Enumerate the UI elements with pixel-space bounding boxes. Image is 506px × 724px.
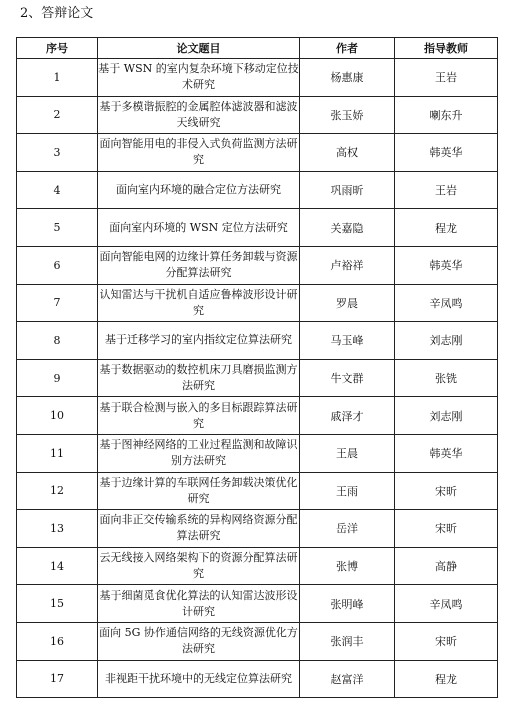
row-advisor: 辛凤鸣 [429, 296, 463, 310]
row-number-cell [17, 134, 98, 172]
row-title: 面向室内环境的 WSN 定位方法研究 [109, 220, 288, 234]
row-title: 面向非正交传输系统的异构网络资源分配算法研究 [99, 513, 298, 543]
row-title-cell [98, 585, 300, 623]
row-author: 岳洋 [336, 522, 358, 536]
row-number-cell [17, 434, 98, 472]
row-author-cell [300, 660, 395, 698]
row-author-cell [300, 547, 395, 585]
row-author: 张润丰 [330, 635, 364, 649]
row-advisor-cell [395, 434, 498, 472]
row-number-cell [17, 547, 98, 585]
row-author: 张玉娇 [330, 108, 364, 122]
row-author-cell [300, 209, 395, 247]
row-advisor: 王岩 [435, 184, 457, 198]
table-row [17, 284, 498, 322]
row-title-cell [98, 510, 300, 548]
row-author: 卢裕祥 [330, 259, 364, 273]
row-number: 12 [50, 484, 64, 498]
table-row [17, 585, 498, 623]
table-row [17, 434, 498, 472]
row-title-cell [98, 284, 300, 322]
table-row [17, 660, 498, 698]
row-advisor: 韩英华 [429, 447, 463, 461]
row-title: 面向智能用电的非侵入式负荷监测方法研究 [99, 137, 298, 167]
row-title-cell [98, 472, 300, 510]
row-number-cell [17, 171, 98, 209]
row-advisor-cell [395, 472, 498, 510]
row-author-cell [300, 134, 395, 172]
table-row [17, 547, 498, 585]
row-advisor: 韩英华 [429, 259, 463, 273]
row-title: 基于图神经网络的工业过程监测和故障识别方法研究 [99, 438, 298, 468]
row-title: 面向 5G 协作通信网络的无线资源优化方法研究 [99, 626, 298, 656]
row-advisor: 韩英华 [429, 146, 463, 160]
row-title-cell [98, 209, 300, 247]
row-advisor-cell [395, 284, 498, 322]
row-number: 11 [50, 446, 64, 460]
row-title: 认知雷达与干扰机自适应鲁棒波形设计研究 [99, 287, 298, 317]
table-row [17, 59, 498, 97]
row-title: 基于迁移学习的室内指纹定位算法研究 [105, 333, 292, 347]
table-row [17, 397, 498, 435]
row-advisor: 辛凤鸣 [429, 597, 463, 611]
row-advisor: 程龙 [435, 672, 457, 686]
row-number: 3 [53, 145, 61, 159]
row-author: 牛文群 [330, 372, 364, 386]
row-number: 7 [53, 296, 61, 310]
row-author-cell [300, 322, 395, 360]
row-number-cell [17, 246, 98, 284]
row-advisor: 刘志刚 [429, 334, 463, 348]
row-number-cell [17, 322, 98, 360]
row-number: 17 [50, 672, 64, 686]
row-advisor-cell [395, 585, 498, 623]
row-number: 9 [53, 371, 61, 385]
row-number: 14 [50, 559, 64, 573]
row-number-cell [17, 585, 98, 623]
row-number: 2 [53, 108, 61, 122]
row-title: 基于数据驱动的数控机床刀具磨损监测方法研究 [99, 363, 298, 393]
row-advisor: 宋昕 [435, 522, 457, 536]
row-advisor-cell [395, 59, 498, 97]
row-number: 15 [50, 597, 64, 611]
row-author-cell [300, 359, 395, 397]
row-number-cell [17, 209, 98, 247]
row-author: 王雨 [336, 484, 358, 498]
row-author: 戚泽才 [330, 409, 364, 423]
row-author: 巩雨昕 [330, 184, 364, 198]
row-title: 面向室内环境的融合定位方法研究 [116, 183, 281, 197]
row-title: 基于 WSN 的室内复杂环境下移动定位技术研究 [98, 62, 299, 92]
row-advisor: 王岩 [435, 71, 457, 85]
row-title-cell [98, 660, 300, 698]
row-advisor-cell [395, 96, 498, 134]
row-author-cell [300, 434, 395, 472]
row-number: 13 [50, 521, 64, 535]
table-row [17, 472, 498, 510]
row-number: 16 [50, 634, 64, 648]
row-author: 张明峰 [330, 597, 364, 611]
row-advisor-cell [395, 359, 498, 397]
table-row [17, 322, 498, 360]
row-advisor: 喇东升 [429, 108, 463, 122]
row-author: 王晨 [336, 447, 358, 461]
row-title-cell [98, 246, 300, 284]
thesis-table [16, 37, 498, 698]
row-number-cell [17, 96, 98, 134]
row-advisor: 宋昕 [435, 484, 457, 498]
table-row [17, 246, 498, 284]
row-number: 8 [53, 333, 61, 347]
row-author: 赵富洋 [330, 672, 364, 686]
row-advisor-cell [395, 246, 498, 284]
row-author: 关嘉隐 [330, 221, 364, 235]
row-title-cell [98, 547, 300, 585]
row-author-cell [300, 397, 395, 435]
row-title-cell [98, 59, 300, 97]
row-number: 4 [53, 183, 61, 197]
row-author-cell [300, 246, 395, 284]
table-row [17, 510, 498, 548]
header-title: 论文题目 [98, 38, 300, 59]
row-advisor-cell [395, 547, 498, 585]
row-advisor: 程龙 [435, 221, 457, 235]
header-author: 作者 [300, 38, 395, 59]
header-number: 序号 [17, 38, 98, 59]
row-advisor-cell [395, 322, 498, 360]
row-author: 杨惠康 [330, 71, 364, 85]
row-number-cell [17, 397, 98, 435]
row-title: 云无线接入网络架构下的资源分配算法研究 [99, 551, 298, 581]
row-title: 非视距干扰环境中的无线定位算法研究 [105, 671, 292, 685]
row-advisor-cell [395, 622, 498, 660]
header-row [17, 38, 498, 59]
row-number: 10 [50, 409, 64, 423]
header-advisor: 指导教师 [395, 38, 498, 59]
table-body [17, 59, 498, 698]
row-title-cell [98, 134, 300, 172]
table-row [17, 96, 498, 134]
table-row [17, 359, 498, 397]
row-number-cell [17, 284, 98, 322]
row-number-cell [17, 59, 98, 97]
table-header [17, 38, 498, 59]
row-advisor-cell [395, 397, 498, 435]
row-title-cell [98, 359, 300, 397]
row-author-cell [300, 585, 395, 623]
row-author-cell [300, 284, 395, 322]
row-title: 基于细菌觅食优化算法的认知雷达波形设计研究 [99, 588, 298, 618]
row-author-cell [300, 510, 395, 548]
row-number-cell [17, 622, 98, 660]
row-number-cell [17, 510, 98, 548]
row-title-cell [98, 622, 300, 660]
row-number: 5 [53, 221, 61, 235]
row-title-cell [98, 434, 300, 472]
table-row [17, 622, 498, 660]
row-author-cell [300, 59, 395, 97]
row-title-cell [98, 96, 300, 134]
row-advisor-cell [395, 660, 498, 698]
row-author: 罗晨 [336, 296, 358, 310]
row-author-cell [300, 622, 395, 660]
row-advisor-cell [395, 510, 498, 548]
row-title: 面向智能电网的边缘计算任务卸载与资源分配算法研究 [99, 250, 298, 280]
row-author-cell [300, 472, 395, 510]
table-row [17, 134, 498, 172]
row-advisor: 刘志刚 [429, 409, 463, 423]
row-advisor: 宋昕 [435, 635, 457, 649]
row-author: 马玉峰 [330, 334, 364, 348]
row-title-cell [98, 322, 300, 360]
row-number-cell [17, 472, 98, 510]
row-title-cell [98, 171, 300, 209]
row-advisor-cell [395, 134, 498, 172]
table-row [17, 209, 498, 247]
row-advisor: 高静 [435, 560, 457, 574]
row-advisor: 张铣 [435, 372, 457, 386]
row-number: 6 [53, 258, 61, 272]
row-author-cell [300, 96, 395, 134]
row-title: 基于联合检测与嵌入的多目标跟踪算法研究 [99, 400, 298, 430]
table-row [17, 171, 498, 209]
row-advisor-cell [395, 209, 498, 247]
row-advisor-cell [395, 171, 498, 209]
section-heading: 2、答辩论文 [20, 6, 94, 21]
row-title: 基于边缘计算的车联网任务卸载决策优化研究 [99, 475, 298, 505]
row-author-cell [300, 171, 395, 209]
row-number-cell [17, 660, 98, 698]
row-number-cell [17, 359, 98, 397]
row-title: 基于多模谐振腔的金属腔体滤波器和滤波天线研究 [99, 99, 298, 129]
row-number: 1 [53, 70, 61, 84]
row-author: 高权 [336, 146, 358, 160]
row-title-cell [98, 397, 300, 435]
row-author: 张博 [336, 560, 358, 574]
